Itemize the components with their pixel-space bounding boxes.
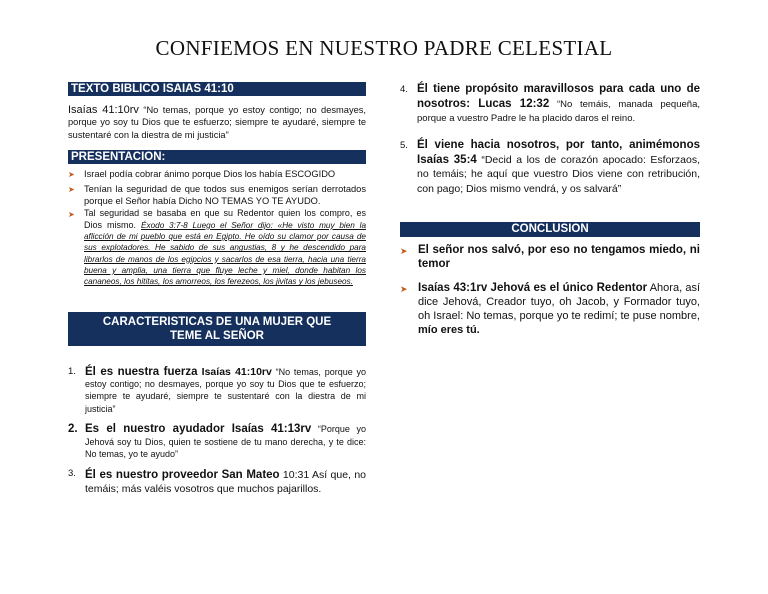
arrow-bullet-icon: ➤ [400, 284, 408, 294]
list-item: 2. Es el nuestro ayudador Isaías 41:13rv “Porque yo Jehová soy tu Dios, quien te sostiene de tu mano derecha, y te dice: No temas, yo te ayudo” [68, 423, 366, 459]
list-item: 3. Él es nuestro proveedor San Mateo 10:31 Así que, no temáis; más valéis vosotros que muchos pajarillos. [68, 468, 366, 496]
conclusion-list [400, 243, 700, 337]
exodo-quote: Éxodo 3:7-8 Luego el Señor dijo: «He visto muy bien la aflicción de mi pueblo que está en Egipto. He oído su clamor por causa de sus explotadores. He sabido de sus angustias, 8 y he descendido para librarlos de manos de los egipcios y sacarlos de esa tierra, hacia una tierra buena y amplia, una tierra que fluye leche y miel, donde habitan los cananeos, los hititas, los amorreos, los ferezeos, los jivitas y los jebuseos. [84, 220, 366, 287]
page-title: CONFIEMOS EN NUESTRO PADRE CELESTIAL [155, 36, 613, 60]
list-item: 5. Él viene hacia nosotros, por tanto, animémonos Isaías 35:4 “Decid a los de corazón apocado: Esforzaos, no temáis; he aquí que vuestro Dios viene con retribución, con pago; Dios mismo vendrá, y os salvará” [400, 139, 700, 195]
list-item: ➤ El señor nos salvó, por eso no tengamos miedo, ni temor [400, 244, 700, 270]
texto-ref: Isaías 41:10rv [68, 104, 139, 116]
left-column [68, 82, 366, 504]
presentacion-list [68, 168, 366, 287]
list-item: ➤ Tal seguridad se basaba en que su Redentor quien los compro, es Dios mismo. Éxodo 3:7-8 Luego el Señor dijo: «He visto muy bien la aflicción de mi pueblo que está en Egipto. He oído su clamor por causa de sus explotadores. He sabido de sus angustias, 8 y he descendido para librarlos de manos de los egipcios y sacarlos de esa tierra, hacia una tierra buena y amplia, una tierra que fluye leche y miel, donde habitan los cananeos, los hititas, los amorreos, los ferezeos, los jivitas y los jebuseos. [68, 208, 366, 287]
list-item: ➤ Israel podía cobrar ánimo porque Dios los había ESCOGIDO [68, 168, 366, 181]
caracteristicas-list-continued [400, 82, 700, 196]
arrow-bullet-icon: ➤ [400, 246, 408, 256]
arrow-bullet-icon: ➤ [68, 170, 75, 180]
caracteristicas-list [68, 366, 366, 497]
presentacion-header: PRESENTACION: [68, 150, 366, 164]
texto-biblico-paragraph [68, 104, 366, 141]
caracteristicas-header: CARACTERISTICAS DE UNA MUJER QUE TEME AL SEÑOR [68, 312, 366, 346]
conclusion-header: CONCLUSION [400, 222, 700, 237]
list-item: 1. Él es nuestra fuerza Isaías 41:10rv “No temas, porque yo estoy contigo; no desmayes, porque yo soy tu Dios que te esfuerzo; siempre te ayudaré, siempre te sustentaré con la diestra de mi justicia” [68, 365, 367, 414]
texto-biblico-header: TEXTO BIBLICO ISAIAS 41:10 [68, 82, 366, 96]
list-item: 4. Él tiene propósito maravillosos para cada uno de nosotros: Lucas 12:32 “No temáis, manada pequeña, porque a vuestro Padre le ha placido daros el reino. [400, 83, 700, 124]
arrow-bullet-icon: ➤ [68, 184, 75, 194]
texto-body: “No temas, porque yo estoy contigo; no desmayes, porque yo soy tu Dios que te esfuerzo; siempre te ayudaré, siempre te sustentaré con la diestra de mi justicia” [68, 105, 367, 140]
list-item: ➤ Isaías 43:1rv Jehová es el único Redentor Ahora, así dice Jehová, Creador tuyo, oh Jacob, y Formador tuyo, oh Israel: No temas, porque yo te redimí; te puse nombre, mío eres tú. [400, 282, 701, 336]
list-item: ➤ Tenían la seguridad de que todos sus enemigos serían derrotados porque el Señor había Dicho NO TEMAS YO TE AYUDO. [68, 183, 366, 207]
arrow-bullet-icon: ➤ [68, 210, 75, 220]
right-column [400, 82, 700, 347]
